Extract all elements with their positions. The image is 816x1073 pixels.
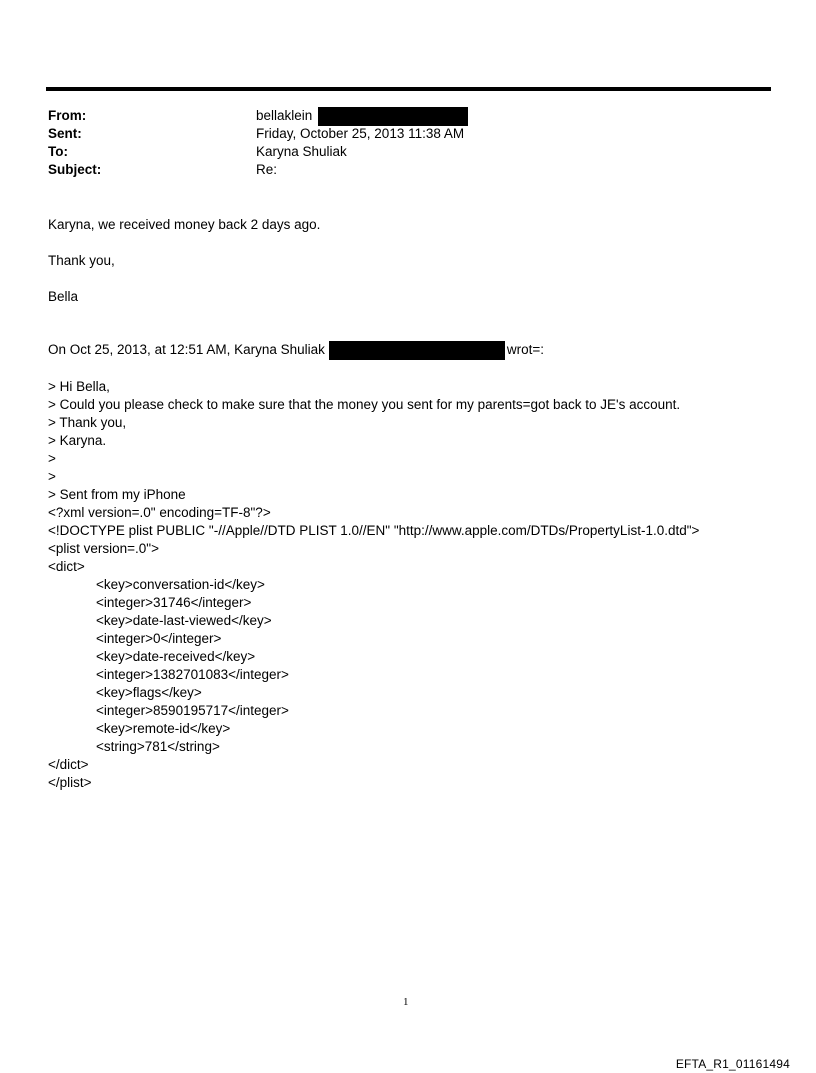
quoted-line: > Thank you, <box>48 415 127 430</box>
to-row <box>48 143 468 161</box>
plist-entry: <key>date-received</key> <box>96 649 256 664</box>
to-label: To: <box>48 144 68 159</box>
plist-entry: <integer>8590195717</integer> <box>96 703 289 718</box>
quote-intro-text: On Oct 25, 2013, at 12:51 AM, Karyna Shuliak <box>48 342 325 358</box>
from-value <box>256 107 468 126</box>
quoted-line: > Karyna. <box>48 433 107 448</box>
sent-row <box>48 125 468 143</box>
to-value: Karyna Shuliak <box>256 144 347 159</box>
plist-entry: <integer>31746</integer> <box>96 595 252 610</box>
quoted-line: > Hi Bella, <box>48 379 110 394</box>
document-id: EFTA_R1_01161494 <box>675 1057 790 1071</box>
closing-line: </plist> <box>48 775 92 790</box>
plist-entry: <key>flags</key> <box>96 685 202 700</box>
from-row <box>48 107 468 125</box>
subject-value: Re: <box>256 162 278 177</box>
plist-entry: <key>conversation-id</key> <box>96 577 265 592</box>
subject-label: Subject: <box>48 162 102 177</box>
quoted-line: > <box>48 469 56 484</box>
from-name: bellaklein <box>256 107 313 123</box>
body-line-2: Thank you, <box>48 253 115 268</box>
quoted-line: <plist version=.0"> <box>48 541 159 556</box>
sent-value: Friday, October 25, 2013 11:38 AM <box>256 126 465 141</box>
page-number: 1 <box>403 996 409 1008</box>
quoted-line: > Could you please check to make sure that the money you sent for my parents=got back to JE's account. <box>48 397 681 412</box>
quoted-line: <dict> <box>48 559 85 574</box>
quote-intro-suffix: wrot=: <box>506 342 545 358</box>
plist-entry: <key>remote-id</key> <box>96 721 231 736</box>
subject-row <box>48 161 468 179</box>
sent-label: Sent: <box>48 126 82 141</box>
body-line-1: Karyna, we received money back 2 days ago. <box>48 217 321 232</box>
header-divider <box>46 87 771 91</box>
quote-intro <box>48 341 544 360</box>
closing-line: </dict> <box>48 757 89 772</box>
body-signature: Bella <box>48 289 79 304</box>
redaction-box <box>329 341 505 360</box>
redaction-box <box>318 107 468 126</box>
plist-entry: <string>781</string> <box>96 739 220 754</box>
quoted-line: > Sent from my iPhone <box>48 487 186 502</box>
plist-entry: <key>date-last-viewed</key> <box>96 613 272 628</box>
from-label: From: <box>48 108 87 123</box>
quoted-message <box>48 378 699 792</box>
plist-entry: <integer>1382701083</integer> <box>96 667 289 682</box>
quoted-line: > <box>48 451 56 466</box>
email-header <box>48 107 468 179</box>
plist-entry: <integer>0</integer> <box>96 631 222 646</box>
quoted-line: <!DOCTYPE plist PUBLIC "-//Apple//DTD PLIST 1.0//EN" "http://www.apple.com/DTDs/PropertyList-1.0.dtd"> <box>48 523 700 538</box>
quoted-line: <?xml version=.0" encoding=TF-8"?> <box>48 505 271 520</box>
